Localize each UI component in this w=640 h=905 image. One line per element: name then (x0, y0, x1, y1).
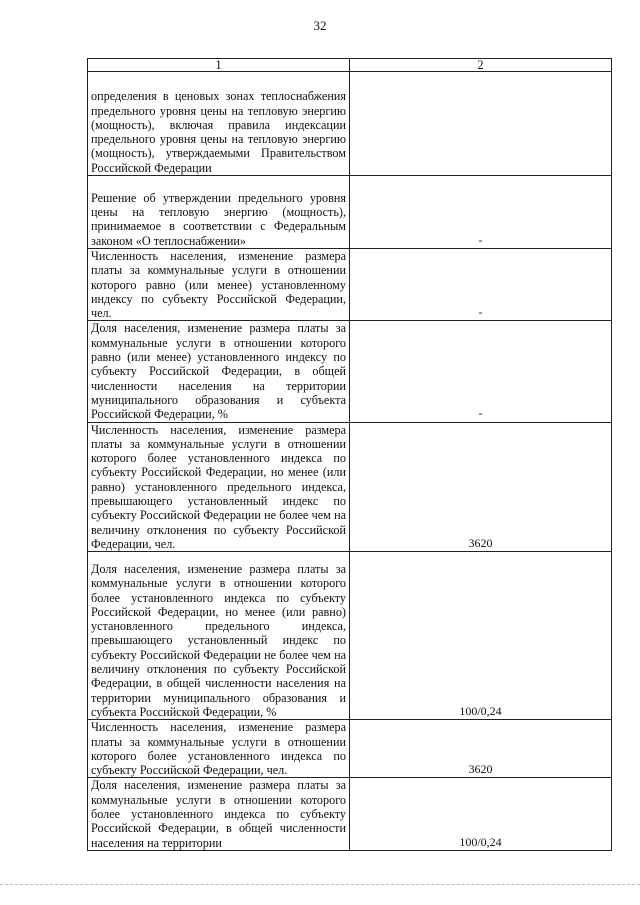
row-description: Численность населения, изменение размера платы за коммунальные услуги в отношении которого равно (или менее) установленному индексу по субъекту Российской Федерации, чел. (88, 249, 350, 321)
table-row (88, 422, 612, 552)
row-description: Доля населения, изменение размера платы за коммунальные услуги в отношении которого более установленного индекса по субъекту Российской Федерации, в общей численности населения на территории (88, 778, 350, 850)
row-value: - (350, 176, 612, 249)
table-row (88, 778, 612, 850)
table-header-row (88, 59, 612, 72)
table-row (88, 249, 612, 321)
table-row (88, 552, 612, 720)
table-row (88, 72, 612, 176)
row-description: Доля населения, изменение размера платы за коммунальные услуги в отношении которого более установленного индекса по субъекту Российской Федерации, но менее (или равно) установленного предельного индекса, превышающего установленный индекс по субъекту Российской Федерации не более чем на величину отклонения по субъекту Российской Федерации, в общей численности населения на территории муниципального образования и субъекта Российской Федерации, % (88, 552, 350, 720)
row-description: Доля населения, изменение размера платы за коммунальные услуги в отношении которого равно (или менее) установленного индексу по субъекту Российской Федерации, в общей численности населения на территории муниципального образования и субъекта Российской Федерации, % (88, 321, 350, 422)
row-description: определения в ценовых зонах теплоснабжения предельного уровня цены на тепловую энергию (мощность), включая правила индексации предельного уровня цены на тепловую энергию (мощность), утверждаемыми Правительством Российской Федерации (88, 72, 350, 176)
row-value: 100/0,24 (350, 778, 612, 850)
row-description: Решение об утверждении предельного уровня цены на тепловую энергию (мощность), принимаемое в соответствии с Федеральным законом «О теплоснабжении» (88, 176, 350, 249)
page-number: 32 (313, 18, 327, 33)
row-value: 3620 (350, 422, 612, 552)
row-value: 3620 (350, 720, 612, 778)
column-header-2: 2 (350, 59, 612, 72)
table-row (88, 720, 612, 778)
row-value: - (350, 249, 612, 321)
scan-artifact-line (0, 884, 640, 888)
row-value: 100/0,24 (350, 552, 612, 720)
row-description: Численность населения, изменение размера платы за коммунальные услуги в отношении которого более установленного индекса по субъекту Российской Федерации, чел. (88, 720, 350, 778)
table-row (88, 176, 612, 249)
row-value: - (350, 321, 612, 422)
indicators-table (87, 58, 612, 851)
row-value (350, 72, 612, 176)
column-header-1: 1 (88, 59, 350, 72)
table-row (88, 321, 612, 422)
row-description: Численность населения, изменение размера платы за коммунальные услуги в отношении которого более установленного индекса по субъекту Российской Федерации, но менее (или равно) установленного предельного индекса, превышающего установленный индекс по субъекту Российской Федерации не более чем на величину отклонения по субъекту Российской Федерации, чел. (88, 422, 350, 552)
